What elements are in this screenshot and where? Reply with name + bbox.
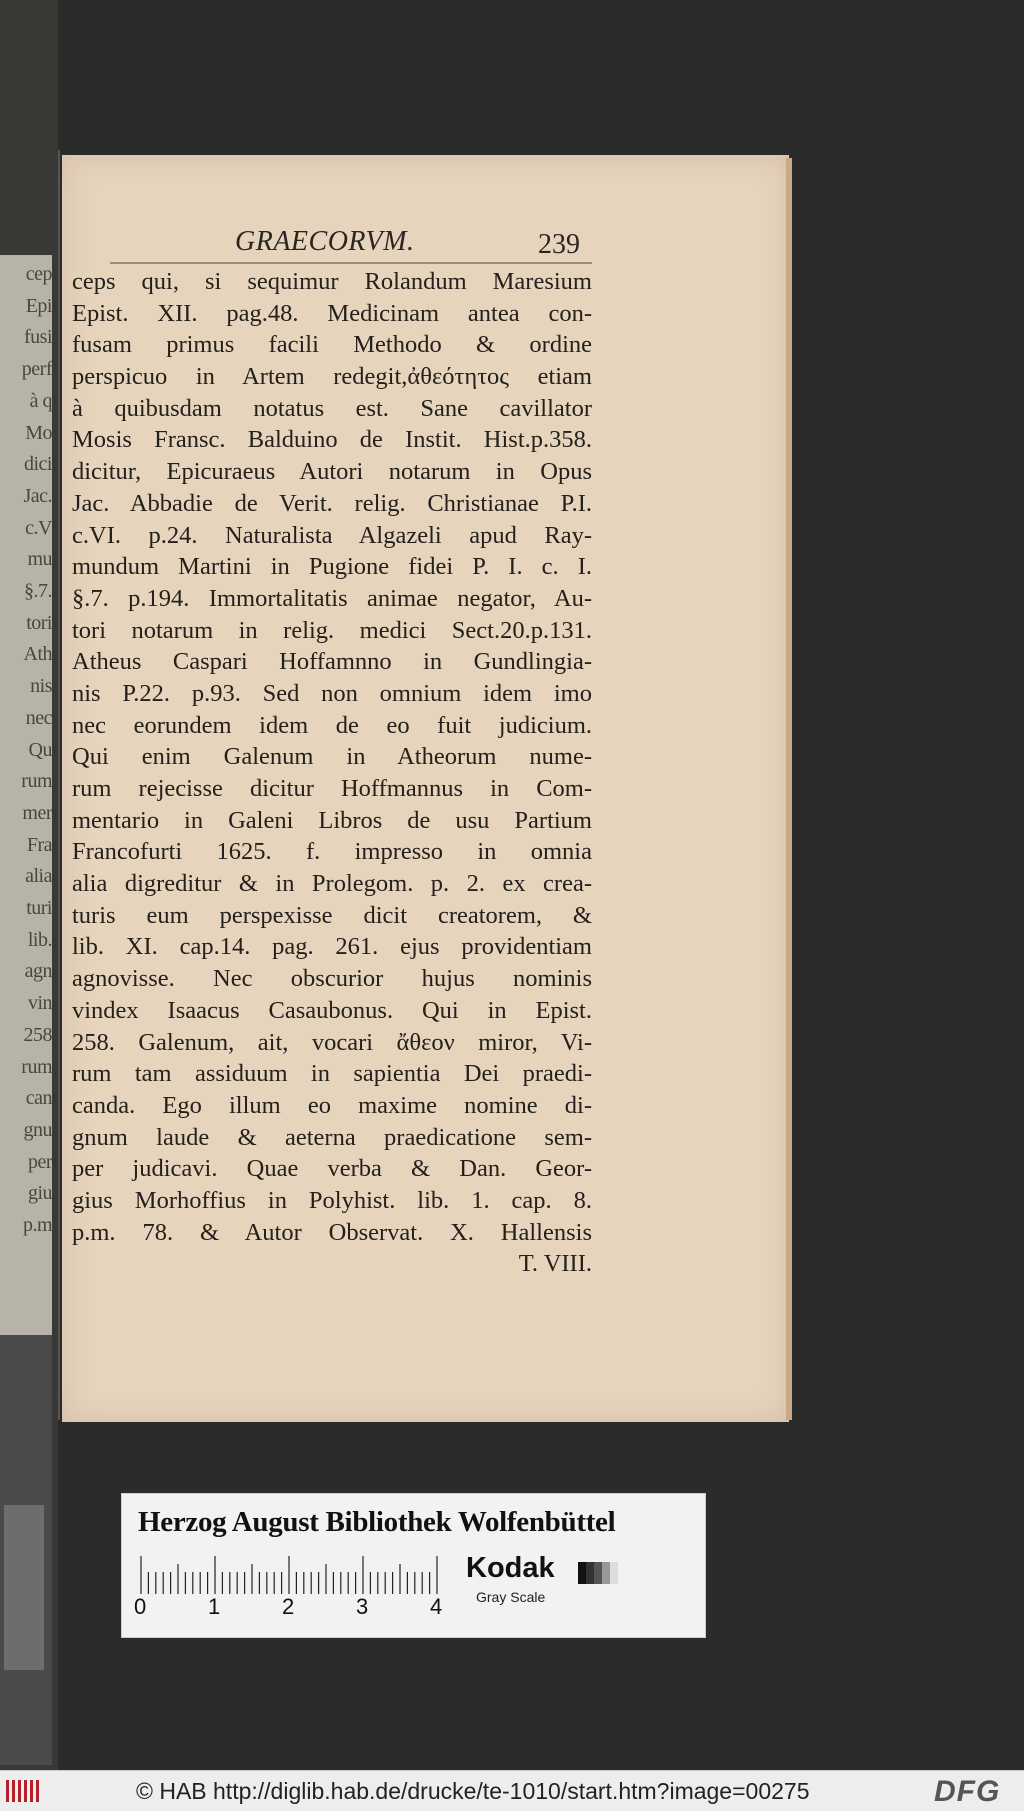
text-line: lib. XI. cap.14. pag. 261. ejus providentiam: [72, 933, 592, 961]
facing-page-edge: [0, 255, 52, 1335]
facing-page-fragment: nis: [30, 675, 52, 698]
text-line: Atheus Caspari Hoffamnno in Gundlingia-: [72, 648, 592, 676]
facing-page-fragment: fusi: [24, 326, 52, 349]
text-line: tori notarum in relig. medici Sect.20.p.131.: [72, 616, 592, 644]
text-line: gius Morhoffius in Polyhist. lib. 1. cap. 8.: [72, 1186, 592, 1214]
text-line: alia digreditur & in Prolegom. p. 2. ex crea-: [72, 870, 592, 898]
facing-page-fragment: à q: [29, 389, 52, 412]
text-line: turis eum perspexisse dicit creatorem, &: [72, 901, 592, 929]
facing-page-fragment: Ath: [23, 643, 52, 666]
ruler-number: 1: [208, 1594, 221, 1619]
text-block: [72, 266, 592, 1280]
facing-page-fragment: rum: [21, 1055, 52, 1078]
facing-page-fragment: c.V: [25, 516, 52, 539]
text-line: rum tam assiduum in sapientia Dei praedi-: [72, 1060, 592, 1088]
facing-page-fragment: cep: [25, 263, 52, 285]
facing-page-fragment: rum: [21, 770, 52, 793]
text-line: Qui enim Galenum in Atheorum nume-: [72, 743, 592, 771]
facing-page-fragment: Mo: [25, 421, 52, 444]
facing-page-fragment: per: [27, 1150, 52, 1173]
text-line: Epist. XII. pag.48. Medicinam antea con-: [72, 299, 592, 327]
facing-page-fragment: 258: [23, 1023, 52, 1046]
text-line: mentario in Galeni Libros de usu Partium: [72, 806, 592, 834]
facing-page-fragment: vin: [27, 992, 52, 1015]
text-line: Francofurti 1625. f. impresso in omnia: [72, 838, 592, 866]
dfg-logo: DFG: [934, 1775, 1001, 1808]
facing-page-fragment: p.m: [22, 1214, 52, 1236]
text-line: ceps qui, si sequimur Rolandum Maresium: [72, 268, 592, 295]
ruler-number: 2: [282, 1594, 295, 1619]
gutter-line: [58, 150, 60, 1420]
text-line: gnum laude & aeterna praedicatione sem-: [72, 1123, 592, 1151]
ruler-number: 0: [134, 1594, 147, 1619]
footer-bar: [0, 1770, 1024, 1811]
text-line: nis P.22. p.93. Sed non omnium idem imo: [72, 679, 592, 707]
text-line: 258. Galenum, ait, vocari ἄθεον miror, Vi-: [72, 1028, 592, 1056]
ruler-number: 4: [430, 1594, 443, 1619]
text-line: vindex Isaacus Casaubonus. Qui in Epist.: [72, 996, 592, 1024]
text-line: agnovisse. Nec obscurior hujus nominis: [72, 965, 592, 993]
facing-page-fragment: nec: [25, 706, 52, 729]
facing-page-fragment: mu: [27, 548, 52, 571]
head-rule: [110, 262, 592, 264]
facing-page-fragment: Fra: [26, 833, 52, 856]
facing-page-fragment: can: [25, 1087, 52, 1110]
gray-scale-label: Gray Scale: [476, 1589, 546, 1605]
ruler: [140, 1554, 450, 1594]
footer-source-link[interactable]: © HAB http://diglib.hab.de/drucke/te-1010/start.htm?image=00275: [136, 1778, 810, 1804]
facing-page-fragment: perf: [21, 358, 52, 381]
text-line: Mosis Fransc. Balduino de Instit. Hist.p.358.: [72, 426, 592, 454]
facing-page-fragment: Qu: [28, 738, 52, 761]
gray-scale-swatch: [578, 1562, 618, 1584]
label-title: Herzog August Bibliothek Wolfenbüttel: [138, 1506, 616, 1538]
text-line: per judicavi. Quae verba & Dan. Geor-: [72, 1155, 592, 1183]
text-line: mundum Martini in Pugione fidei P. I. c. I.: [72, 553, 592, 581]
text-line: perspicuo in Artem redegit,ἀθεότητος etiam: [72, 363, 592, 391]
text-line: nec eorundem idem de eo fuit judicium.: [72, 711, 592, 739]
running-head: GRAECORVM.: [235, 226, 415, 257]
facing-page-fragment: dici: [24, 453, 52, 476]
page-edge: [786, 158, 792, 1420]
facing-page-fragment: Epi: [25, 294, 52, 317]
catchword: T. VIII.: [518, 1250, 592, 1278]
archive-label: [121, 1493, 706, 1638]
facing-page-fragment: lib.: [27, 928, 52, 951]
spine-sticker: [4, 1505, 44, 1670]
kodak-brand: Kodak: [466, 1552, 555, 1584]
ruler-number: 3: [356, 1594, 369, 1619]
text-line: dicitur, Epicuraeus Autori notarum in Opus: [72, 458, 592, 486]
facing-page-fragment: mer: [22, 801, 52, 824]
text-line: à quibusdam notatus est. Sane cavillator: [72, 394, 592, 422]
text-line: §.7. p.194. Immortalitatis animae negator, Au-: [72, 584, 592, 612]
ruler-ticks: [140, 1554, 450, 1594]
facing-page-fragment: giu: [27, 1182, 52, 1205]
text-line: p.m. 78. & Autor Observat. X. Hallensis: [72, 1218, 592, 1246]
text-line: c.VI. p.24. Naturalista Algazeli apud Ray-: [72, 521, 592, 549]
facing-page-fragment: tori: [26, 611, 52, 634]
facing-page-fragment: Jac.: [23, 484, 52, 507]
left-lower-strip: [0, 1335, 52, 1765]
facing-page-fragment: §.7.: [24, 580, 52, 602]
facing-page-fragment: agn: [24, 960, 52, 983]
facing-page-fragment: alia: [25, 865, 52, 888]
hab-logo-icon: [4, 1778, 44, 1804]
facing-page-fragment: turi: [26, 897, 52, 919]
page-number: 239: [538, 229, 580, 260]
text-line: rum rejecisse dicitur Hoffmannus in Com-: [72, 775, 592, 802]
text-line: canda. Ego illum eo maxime nomine di-: [72, 1091, 592, 1119]
text-line: fusam primus facili Methodo & ordine: [72, 331, 592, 359]
facing-page-fragment: gnu: [23, 1118, 52, 1141]
text-line: Jac. Abbadie de Verit. relig. Christianae P.I.: [72, 489, 592, 517]
